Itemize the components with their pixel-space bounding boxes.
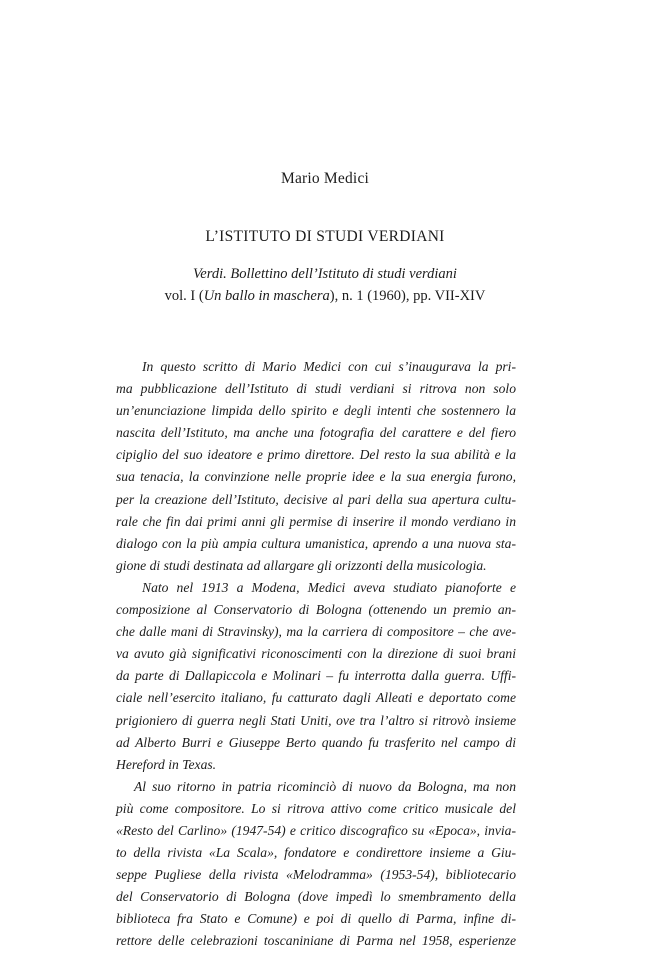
article-title: L’ISTITUTO DI STUDI VERDIANI (205, 228, 445, 245)
paragraph-3-line: «Resto del Carlino» (1947-54) e critico discografico su «Epoca», invia- (116, 822, 516, 838)
source-citation (0, 263, 650, 307)
paragraph-2-line: ciale nell’esercito italiano, fu catturato dagli Alleati e deportato come (116, 690, 516, 706)
source-volume-suffix: ), n. 1 (1960), pp. VII-XIV (329, 288, 486, 304)
paragraph-1-line: In questo scritto di Mario Medici con cui s’inaugurava la pri- (142, 359, 516, 374)
source-journal: Verdi. Bollettino dell’Istituto di studi verdiani (193, 266, 457, 282)
paragraph-2-line: da parte di Dallapiccola e Molinari – fu interrotta dalla guerra. Uffi- (116, 668, 516, 684)
source-volume-italic: Un ballo in maschera (203, 288, 330, 304)
paragraph-2-line: che dalle mani di Stravinsky), ma la carriera di compositore – che ave- (116, 624, 516, 640)
paragraph-1-line: ma pubblicazione dell’Istituto di studi verdiani si ritrova non solo (116, 381, 516, 397)
paragraph-1-line: un’enunciazione limpida dello spirito e degli intenti che sostennero la (116, 403, 516, 419)
paragraph-2-line: va avuto già significativi riconoscimenti con la direzione di suoi brani (116, 646, 516, 662)
paragraph-3-line: Al suo ritorno in patria ricominciò di nuovo da Bologna, ma non (134, 778, 516, 794)
paragraph-2-line: composizione al Conservatorio di Bologna (ottenendo un premio an- (116, 602, 516, 618)
paragraph-3-line: biblioteca fra Stato e Comune) e poi di quello di Parma, infine di- (116, 911, 516, 927)
source-volume (0, 285, 650, 307)
body-text (116, 356, 516, 953)
paragraph-3-line: to della rivista «La Scala», fondatore e condirettore insieme a Giu- (116, 845, 516, 861)
paragraph-2-line: Hereford in Texas. (116, 756, 217, 772)
paragraph-1-line: cipiglio del suo ideatore e primo direttore. Del resto la sua abilità e la (116, 447, 516, 463)
paragraph-1-line: rale che fin dai primi anni gli permise di inserire il mondo verdiano in (116, 513, 516, 529)
paragraph-3-line: più come compositore. Lo si ritrova attivo come critico musicale del (116, 800, 516, 816)
paragraph-3-line: rettore delle celebrazioni toscaniniane di Parma nel 1958, esperienze (116, 933, 516, 949)
paragraph-3-line: del Conservatorio di Bologna (dove impedì lo smembramento della (116, 889, 516, 905)
paragraph-1-line: dialogo con la più ampia cultura umanistica, aprendo a una nuova sta- (116, 535, 516, 551)
paragraph-2-line: ad Alberto Burri e Giuseppe Berto quando fu trasferito nel campo di (116, 734, 516, 750)
paragraph-3-line: seppe Pugliese della rivista «Melodramma» (1953-54), bibliotecario (116, 867, 516, 883)
author-name: Mario Medici (280, 170, 370, 187)
paragraph-2-line: prigioniero di guerra negli Stati Uniti, ove tra l’altro si ritrovò insieme (116, 712, 516, 728)
paragraph-1-line: nascita dell’Istituto, ma anche una fotografia del carattere e del fiero (116, 425, 516, 441)
source-volume-prefix: vol. I ( (164, 288, 204, 304)
paragraph-1-line: gione di studi destinata ad allargare gli orizzonti della musicologia. (116, 557, 487, 573)
paragraph-1-line: sua tenacia, la convinzione nelle proprie idee e la sua energia furono, (116, 469, 516, 485)
paragraph-1-line: per la creazione dell’Istituto, decisive al pari della sua apertura cultu- (116, 491, 516, 507)
paragraph-2-line: Nato nel 1913 a Modena, Medici aveva studiato pianoforte e (142, 579, 516, 595)
